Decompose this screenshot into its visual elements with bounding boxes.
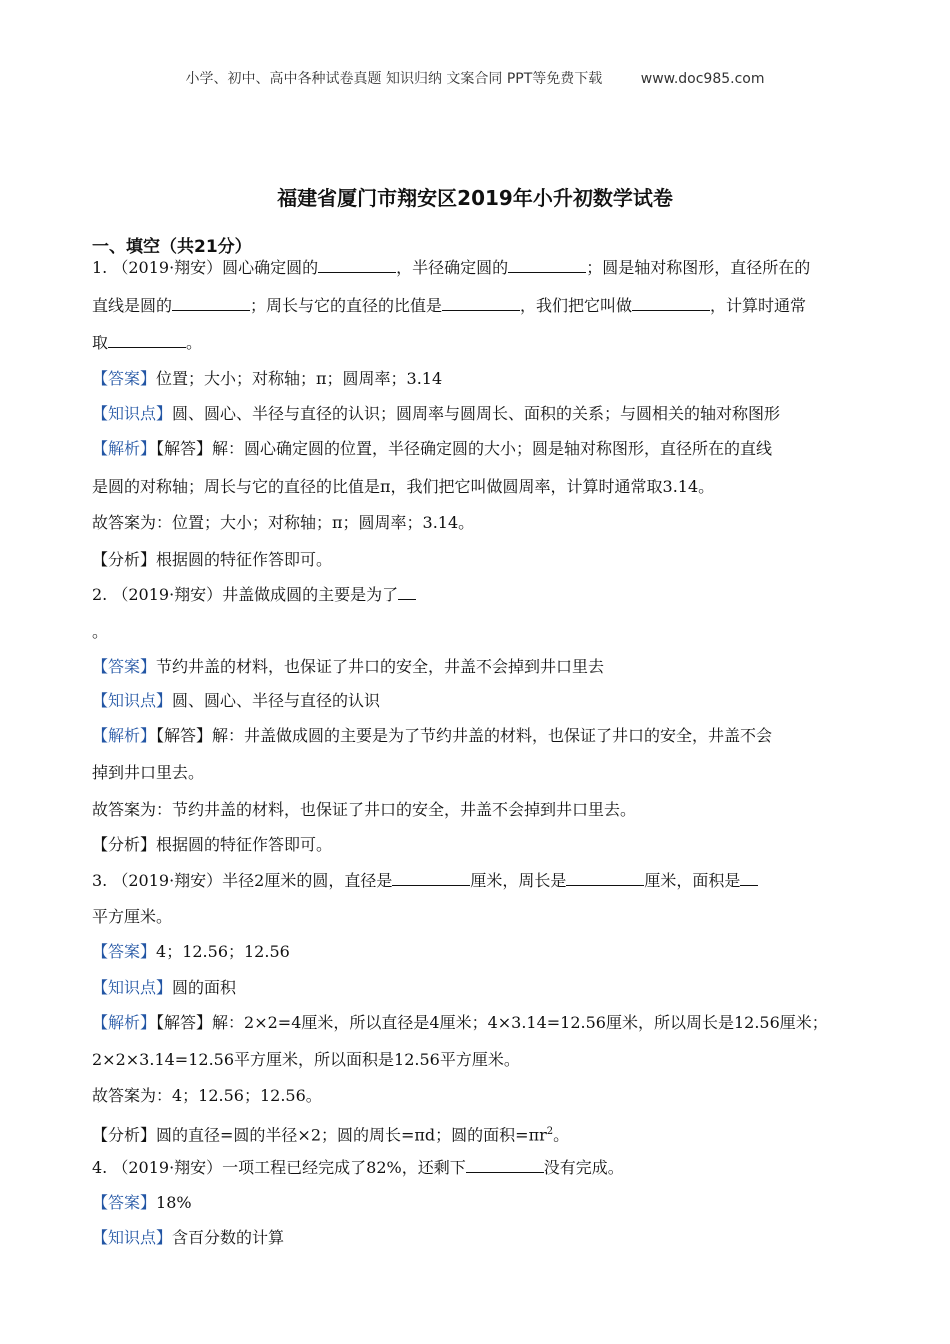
q3-knowledge: 【知识点】圆的面积 bbox=[92, 978, 237, 997]
q4-knowledge: 【知识点】含百分数的计算 bbox=[92, 1228, 285, 1247]
header-site[interactable]: www.doc985.com bbox=[640, 71, 765, 87]
page-title: 福建省厦门市翔安区2019年小升初数学试卷 bbox=[277, 186, 673, 210]
answer-blank[interactable] bbox=[632, 294, 710, 311]
q2-stem-line-1: 2. （2019·翔安）井盖做成圆的主要是为了 bbox=[92, 583, 858, 607]
q4-stem-line-1: 4. （2019·翔安）一项工程已经完成了82%，还剩下 没有完成。 bbox=[92, 1158, 624, 1177]
answer-blank[interactable] bbox=[466, 1156, 544, 1173]
q2-analysis-line-1: 【解析】【解答】解：井盖做成圆的主要是为了节约井盖的材料，也保证了井口的安全，井盖不会 bbox=[92, 726, 773, 745]
answer-blank[interactable] bbox=[740, 869, 758, 886]
q1-answer: 【答案】位置；大小；对称轴；π；圆周率；3.14 bbox=[92, 369, 443, 388]
q2-analysis-line-2: 掉到井口里去。 bbox=[92, 763, 205, 782]
q2-fenxi: 【分析】根据圆的特征作答即可。 bbox=[92, 835, 333, 854]
answer-blank[interactable] bbox=[508, 256, 586, 273]
q2-answer: 【答案】节约井盖的材料，也保证了井口的安全，井盖不会掉到井口里去 bbox=[92, 657, 605, 676]
answer-blank[interactable] bbox=[108, 331, 186, 348]
answer-blank[interactable] bbox=[392, 869, 470, 886]
q1-knowledge: 【知识点】圆、圆心、半径与直径的认识；圆周率与圆周长、面积的关系；与圆相关的轴对称图形 bbox=[92, 404, 781, 423]
q3-analysis-line-1: 【解析】【解答】解：2×2=4厘米，所以直径是4厘米；4×3.14=12.56厘米，所以周长是12.56厘米； bbox=[92, 1013, 828, 1032]
q1-stem-line-1: 1. （2019·翔安）圆心确定圆的 ，半径确定圆的 ；圆是轴对称图形，直径所在的 bbox=[92, 258, 811, 277]
answer-blank[interactable] bbox=[566, 869, 644, 886]
q1-analysis-line-1: 【解析】【解答】解：圆心确定圆的位置，半径确定圆的大小；圆是轴对称图形，直径所在的直线 bbox=[92, 439, 773, 458]
q1-stem-line-2: 直线是圆的 ；周长与它的直径的比值是 ，我们把它叫做 ，计算时通常 bbox=[92, 296, 807, 315]
q3-stem-line-1: 3. （2019·翔安）半径2厘米的圆，直径是 厘米，周长是 厘米，面积是 bbox=[92, 869, 858, 893]
q1-stem-line-3: 取 。 bbox=[92, 333, 203, 352]
q3-result: 故答案为：4；12.56；12.56。 bbox=[92, 1086, 322, 1105]
q3-stem-line-2: 平方厘米。 bbox=[92, 907, 173, 926]
q1-result: 故答案为：位置；大小；对称轴；π；圆周率；3.14。 bbox=[92, 513, 475, 532]
q2-result: 故答案为：节约井盖的材料，也保证了井口的安全，井盖不会掉到井口里去。 bbox=[92, 800, 637, 819]
header-text: 小学、初中、高中各种试卷真题 知识归纳 文案合同 PPT等免费下载 bbox=[185, 71, 603, 87]
q2-knowledge: 【知识点】圆、圆心、半径与直径的认识 bbox=[92, 691, 381, 710]
q2-stem-line-2: 。 bbox=[92, 622, 109, 641]
answer-blank[interactable] bbox=[318, 256, 396, 273]
q3-fenxi: 【分析】圆的直径=圆的半径×2；圆的周长=πd；圆的面积$=\pi r^2$。 bbox=[92, 1125, 570, 1145]
q1-analysis-line-2: 是圆的对称轴；周长与它的直径的比值是π，我们把它叫做圆周率，计算时通常取3.14。 bbox=[92, 477, 715, 496]
section-heading: 一、填空（共21分） bbox=[92, 237, 252, 257]
q4-answer: 【答案】18% bbox=[92, 1193, 192, 1212]
answer-blank[interactable] bbox=[398, 583, 416, 600]
page-header bbox=[0, 68, 950, 88]
answer-blank[interactable] bbox=[442, 294, 520, 311]
q1-fenxi: 【分析】根据圆的特征作答即可。 bbox=[92, 550, 333, 569]
q3-answer: 【答案】4；12.56；12.56 bbox=[92, 942, 290, 961]
answer-blank[interactable] bbox=[172, 294, 250, 311]
q3-analysis-line-2: 2×2×3.14=12.56平方厘米，所以面积是12.56平方厘米。 bbox=[92, 1050, 520, 1069]
